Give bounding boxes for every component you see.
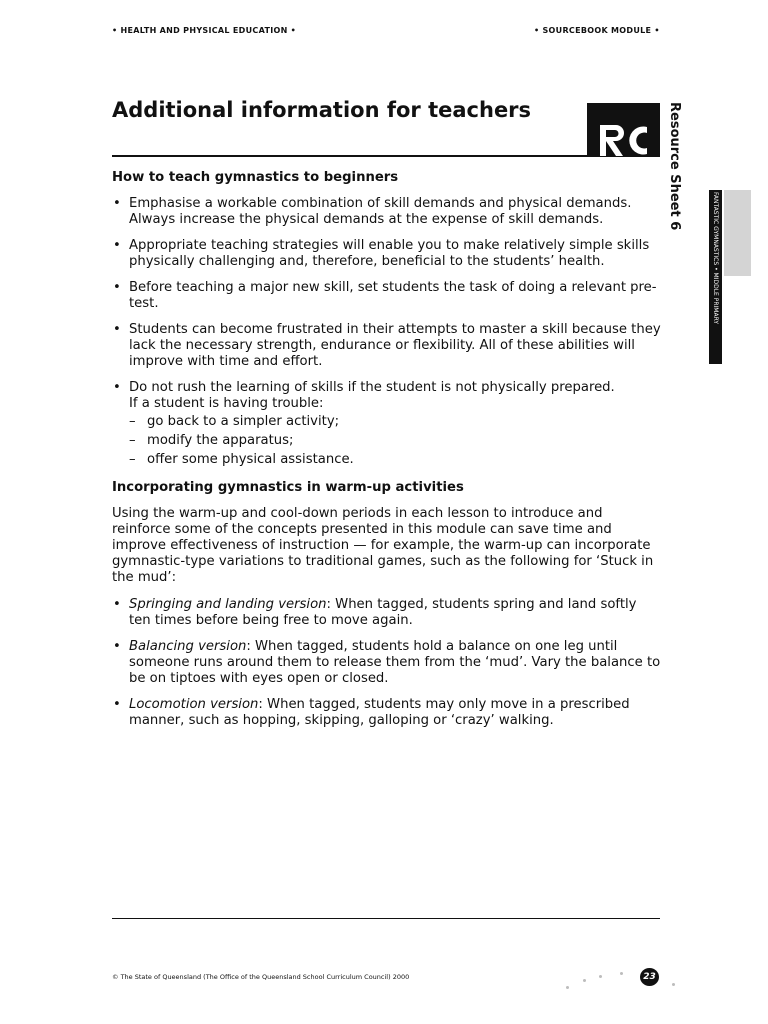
list-item: • Before teaching a major new skill, set students the task of doing a relevant pre-test. bbox=[112, 280, 662, 312]
list-item-text: If a student is having trouble: bbox=[129, 396, 324, 411]
list-item: • Appropriate teaching strategies will enable you to make relatively simple skills physically challenging and, therefore, beneficial to the students’ health. bbox=[112, 238, 662, 270]
version-label: Locomotion version bbox=[129, 697, 259, 712]
resource-sheet-logo bbox=[587, 103, 660, 156]
copyright-notice: © The State of Queensland (The Office of the Queensland School Curriculum Council) 2000 bbox=[112, 973, 410, 981]
side-tab-grey bbox=[724, 190, 751, 276]
version-text: : When tagged, students may only move in a prescribed manner, such as hopping, skipping, galloping or ‘crazy’ walking. bbox=[129, 697, 630, 728]
decorative-dot bbox=[566, 986, 569, 989]
section-heading-beginners: How to teach gymnastics to beginners bbox=[112, 170, 399, 185]
sublist-item: – go back to a simpler activity; bbox=[129, 414, 662, 430]
section-heading-warmup: Incorporating gymnastics in warm-up activities bbox=[112, 480, 464, 495]
version-text: : When tagged, students hold a balance on one leg until someone runs around them to release them from the ‘mud’. Vary the balance to be on tiptoes with eyes open or closed. bbox=[129, 639, 661, 686]
decorative-dot bbox=[599, 975, 602, 978]
list-item: • Students can become frustrated in their attempts to master a skill because they lack the necessary strength, endurance or flexibility. All of these abilities will improve with time and effort. bbox=[112, 322, 662, 370]
list-item bbox=[112, 697, 662, 729]
side-tab-module: FANTASTIC GYMNASTICS • MIDDLE PRIMARY bbox=[709, 190, 722, 364]
decorative-dot bbox=[583, 979, 586, 982]
sublist-item: – offer some physical assistance. bbox=[129, 452, 662, 468]
page-title: Additional information for teachers bbox=[112, 98, 532, 122]
decorative-dot bbox=[620, 972, 623, 975]
list-item: • Emphasise a workable combination of skill demands and physical demands. Always increase the physical demands at the expense of skill demands. bbox=[112, 196, 662, 228]
resource-sheet-label: Resource Sheet 6 bbox=[667, 102, 682, 231]
list-item bbox=[112, 597, 662, 629]
page-number: 23 bbox=[640, 968, 659, 986]
title-divider bbox=[112, 155, 660, 157]
trouble-sublist bbox=[129, 414, 662, 468]
footer-divider bbox=[112, 918, 660, 919]
decorative-dot bbox=[672, 983, 675, 986]
version-text: : When tagged, students spring and land softly ten times before being free to move again. bbox=[129, 597, 637, 628]
warmup-intro: Using the warm-up and cool-down periods in each lesson to introduce and reinforce some of the concepts presented in this module can save time and improve effectiveness of instruction — for example, the warm-up can incorporate gymnastic-type variations to traditional games, such as the following for ‘Stuck in the mud’: bbox=[112, 506, 654, 585]
sublist-item: – modify the apparatus; bbox=[129, 433, 662, 449]
beginners-list bbox=[112, 196, 662, 468]
version-label: Springing and landing version bbox=[129, 597, 327, 612]
main-content bbox=[112, 170, 662, 741]
version-label: Balancing version bbox=[129, 639, 247, 654]
list-item bbox=[112, 639, 662, 687]
warmup-list bbox=[112, 597, 662, 729]
header-module-label: • HEALTH AND PHYSICAL EDUCATION • bbox=[112, 26, 297, 35]
list-item bbox=[112, 380, 662, 468]
header-sourcebook-label: • SOURCEBOOK MODULE • bbox=[534, 26, 660, 35]
list-item-text: • Do not rush the learning of skills if the student is not physically prepared. bbox=[129, 380, 615, 395]
